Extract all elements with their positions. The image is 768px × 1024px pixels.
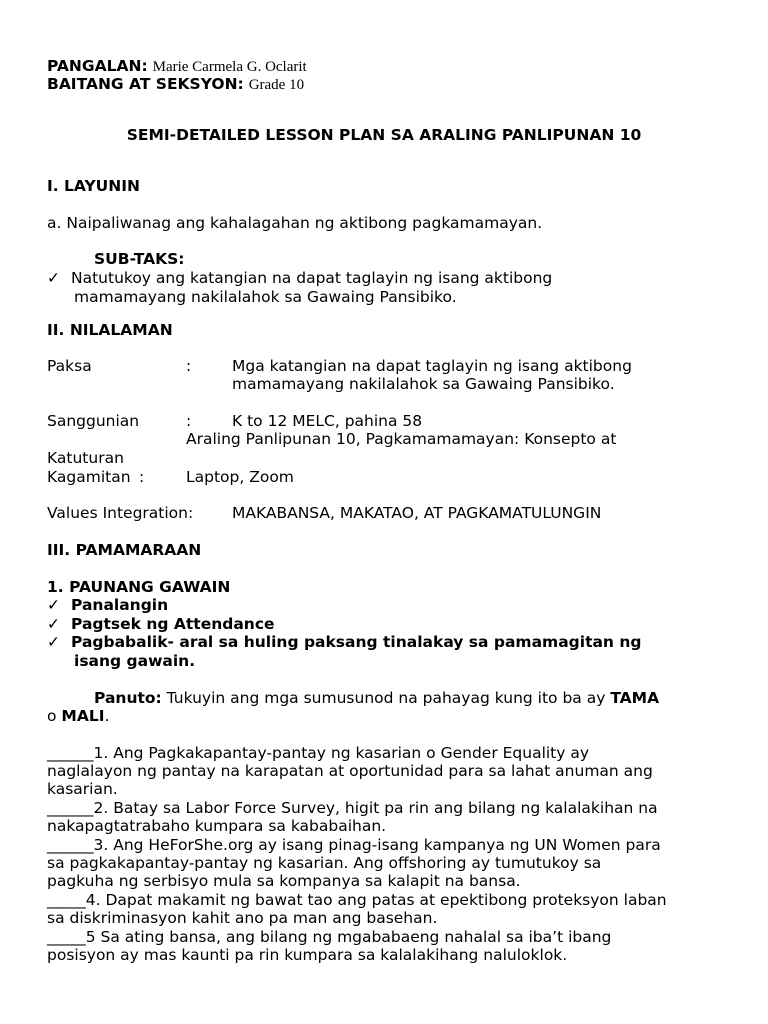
o-word: o xyxy=(47,707,62,725)
values-label: Values Integration: xyxy=(47,504,194,522)
paksa-value-line1: Mga katangian na dapat taglayin ng isang aktibong xyxy=(232,357,632,375)
checkmark-icon: ✓ xyxy=(47,269,60,287)
paksa-value-line2: mamamayang nakilalahok sa Gawaing Pansibiko. xyxy=(232,375,615,393)
name-label: PANGALAN: xyxy=(47,57,148,75)
activity-item: ✓ Pagtsek ng Attendance xyxy=(47,615,275,633)
objective-text: a. Naipaliwanag ang kahalagahan ng aktibong pagkamamayan. xyxy=(47,214,543,232)
activity-item-cont: isang gawain. xyxy=(74,652,196,670)
paunang-gawain-heading: 1. PAUNANG GAWAIN xyxy=(47,578,231,596)
kagamitan-value: Laptop, Zoom xyxy=(186,468,294,486)
question-item: ______3. Ang HeForShe.org ay isang pinag-isang kampanya ng UN Women para sa pagkakapantay-pantay ng kasarian. Ang offshoring ay tumutukoy sa pagkuha ng serbisyo mula sa kompanya sa kalapit na bansa. xyxy=(47,836,661,890)
subtaks-item-cont: mamamayang nakilalahok sa Gawaing Pansibiko. xyxy=(74,288,457,306)
checkmark-icon: ✓ xyxy=(47,596,60,614)
layunin-heading: I. LAYUNIN xyxy=(47,177,140,195)
question-item: ______2. Batay sa Labor Force Survey, higit pa rin ang bilang ng kalalakihan na nakapagtatrabaho kumpara sa kababaihan. xyxy=(47,799,658,835)
checkmark-icon: ✓ xyxy=(47,633,60,651)
mali-word: MALI xyxy=(61,707,105,725)
sanggunian-colon: : xyxy=(186,412,192,430)
subtaks-item: ✓ Natutukoy ang katangian na dapat taglayin ng isang aktibong xyxy=(47,269,553,287)
paksa-label: Paksa xyxy=(47,357,92,375)
grade-line xyxy=(47,75,304,94)
panuto-text: Tukuyin ang mga sumusunod na pahayag kung ito ba ay xyxy=(161,689,611,707)
sanggunian-value-line2: Araling Panlipunan 10, Pagkamamamayan: Konsepto at xyxy=(186,430,617,448)
katuturan-text: Katuturan xyxy=(47,449,124,467)
panuto-line1 xyxy=(94,689,659,707)
document-title: SEMI-DETAILED LESSON PLAN SA ARALING PANLIPUNAN 10 xyxy=(126,126,642,144)
panuto-line2: o MALI. xyxy=(47,707,110,725)
name-value: Marie Carmela G. Oclarit xyxy=(152,59,307,75)
name-line xyxy=(47,57,307,76)
pamamaraan-heading: III. PAMAMARAAN xyxy=(47,541,202,559)
paksa-colon: : xyxy=(186,357,192,375)
tama-word: TAMA xyxy=(610,689,660,707)
activity-item: ✓ Pagbabalik- aral sa huling paksang tinalakay sa pamamagitan ng xyxy=(47,633,642,651)
question-item: _____4. Dapat makamit ng bawat tao ang patas at epektibong proteksyon laban sa diskriminasyon kahit ano pa man ang basehan. xyxy=(47,891,667,927)
kagamitan-label: Kagamitan xyxy=(47,468,131,486)
kagamitan-colon: : xyxy=(139,468,145,486)
sanggunian-value-line1: K to 12 MELC, pahina 58 xyxy=(232,412,423,430)
subtaks-label: SUB-TAKS: xyxy=(94,250,185,268)
question-item: _____5 Sa ating bansa, ang bilang ng mgababaeng nahalal sa iba’t ibang posisyon ay mas kaunti pa rin kumpara sa kalalakihang naluloklok. xyxy=(47,928,612,964)
checkmark-icon: ✓ xyxy=(47,615,60,633)
nilalaman-heading: II. NILALAMAN xyxy=(47,321,173,339)
activity-item: ✓ Panalangin xyxy=(47,596,169,614)
sanggunian-label: Sanggunian xyxy=(47,412,140,430)
values-value: MAKABANSA, MAKATAO, AT PAGKAMATULUNGIN xyxy=(232,504,602,522)
question-item: ______1. Ang Pagkakapantay-pantay ng kasarian o Gender Equality ay naglalayon ng pantay na karapatan at oportunidad para sa lahat anuman ang kasarian. xyxy=(47,744,653,798)
grade-label: BAITANG AT SEKSYON: xyxy=(47,75,244,93)
grade-value: Grade 10 xyxy=(248,77,305,93)
panuto-label: Panuto: xyxy=(94,689,162,707)
